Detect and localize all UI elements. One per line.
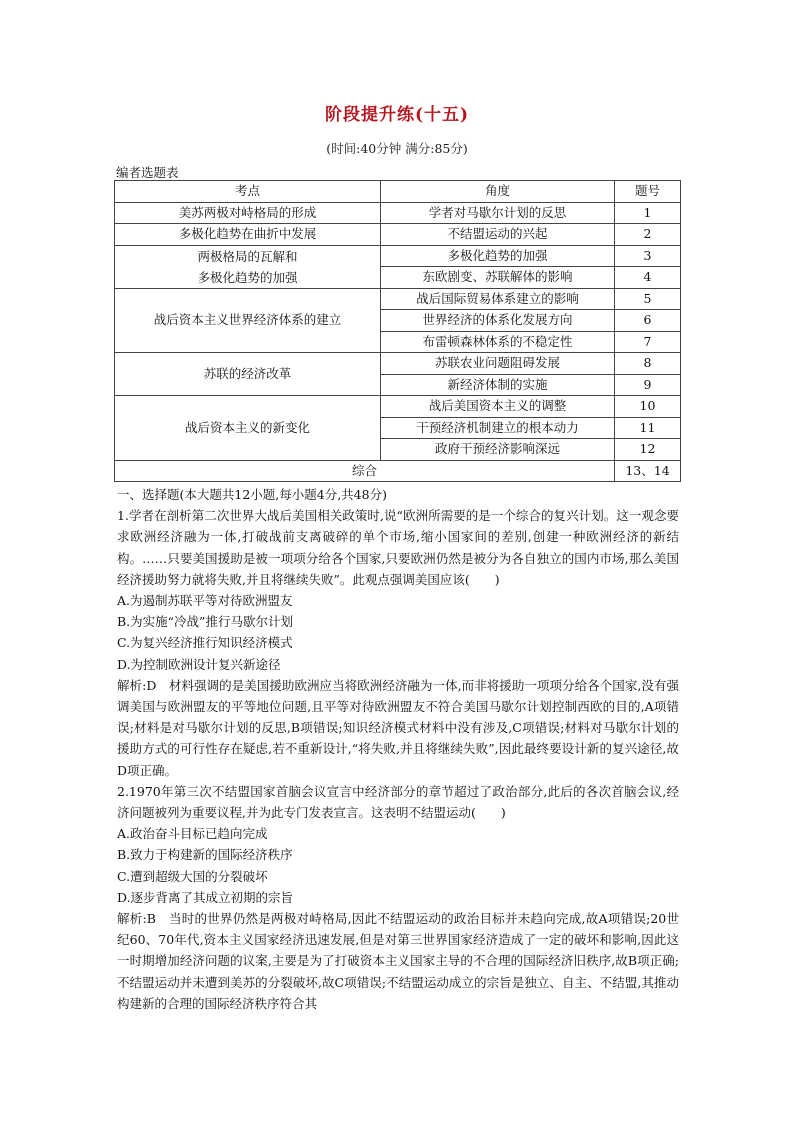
table-row xyxy=(115,353,681,375)
question-1-option-c: C.为复兴经济推行知识经济模式 xyxy=(117,635,293,651)
number-cell: 8 xyxy=(615,353,681,375)
table-row xyxy=(115,224,681,246)
angle-cell: 干预经济机制建立的根本动力 xyxy=(381,417,615,439)
number-cell: 4 xyxy=(615,267,681,289)
number-cell: 5 xyxy=(615,288,681,310)
question-2-stem: 2.1970年第三次不结盟国家首脑会议宣言中经济部分的章节超过了政治部分,此后的各次首脑会议,经济问题被列为重要议程,并为此专门发表宣言。这表明不结盟运动( ) xyxy=(117,783,679,821)
question-2-analysis: 解析:B 当时的世界仍然是两极对峙格局,因此不结盟运动的政治目标并未趋向完成,故A项错误;20世纪60、70年代,资本主义国家经济迅速发展,但是对第三世界国家经济造成了一定的破坏和影响,因此这一时期增加经济问题的议案,主要是为了打破资本主义国家主导的不合理的国际经济旧秩序,故B项正确;不结盟运动并未遭到美苏的分裂破坏,故C项错误;不结盟运动成立的宗旨是独立、自主、不结盟,其推动构建新的合理的国际经济秩序符合其 xyxy=(117,911,679,1011)
topic-selection-table xyxy=(114,180,681,482)
number-cell: 7 xyxy=(615,331,681,353)
questions-body xyxy=(117,484,679,1014)
number-cell: 10 xyxy=(615,396,681,418)
question-1-stem: 1.学者在剖析第二次世界大战后美国相关政策时,说“欧洲所需要的是一个综合的复兴计划。这一观念要求欧洲经济融为一体,打破战前支离破碎的单个市场,缩小国家间的差别,创建一种欧洲经济的新结构。……只要美国援助是被一项项分给各个国家,只要欧洲仍然是被分为各自独立的国内市场,那么美国经济援助努力就将失败,并且将继续失败”。此观点强调美国应该( ) xyxy=(117,508,679,587)
table-header-row xyxy=(115,181,681,203)
angle-cell: 世界经济的体系化发展方向 xyxy=(381,310,615,332)
angle-cell: 苏联农业问题阻碍发展 xyxy=(381,353,615,375)
topic-cell: 苏联的经济改革 xyxy=(115,353,381,396)
topic-cell: 战后资本主义的新变化 xyxy=(115,396,381,461)
question-2-option-a: A.政治奋斗目标已趋向完成 xyxy=(117,826,268,842)
angle-cell: 新经济体制的实施 xyxy=(381,374,615,396)
question-1-option-b: B.为实施“冷战”推行马歇尔计划 xyxy=(117,614,293,630)
table-row xyxy=(115,288,681,310)
table-summary-row xyxy=(115,460,681,482)
number-cell: 3 xyxy=(615,245,681,267)
angle-cell: 不结盟运动的兴起 xyxy=(381,224,615,246)
header-number: 题号 xyxy=(615,181,681,203)
angle-cell: 多极化趋势的加强 xyxy=(381,245,615,267)
section-heading: 一、选择题(本大题共12小题,每小题4分,共48分) xyxy=(117,487,387,502)
number-cell: 9 xyxy=(615,374,681,396)
question-2-option-b: B.致力于构建新的国际经济秩序 xyxy=(117,847,293,863)
number-cell: 6 xyxy=(615,310,681,332)
topic-cell xyxy=(115,245,381,288)
question-1-analysis: 解析:D 材料强调的是美国援助欧洲应当将欧洲经济融为一体,而非将援助一项项分给各个国家,没有强调美国与欧洲盟友的平等地位问题,且平等对待欧洲盟友不符合美国马歇尔计划控制西欧的目的,A项错误;材料是对马歇尔计划的反思,B项错误;知识经济模式材料中没有涉及,C项错误;材料对马歇尔计划的援助方式的可行性存在疑虑,若不重新设计,“将失败,并且将继续失败”,因此最终要设计新的复兴途径,故D项正确。 xyxy=(117,677,679,778)
topic-line: 两极格局的瓦解和 xyxy=(197,248,298,264)
angle-cell: 东欧剧变、苏联解体的影响 xyxy=(381,267,615,289)
question-1-option-a: A.为遏制苏联平等对待欧洲盟友 xyxy=(117,593,293,609)
question-2-option-c: C.遭到超级大国的分裂破坏 xyxy=(117,868,268,884)
angle-cell: 战后国际贸易体系建立的影响 xyxy=(381,288,615,310)
topic-line: 多极化趋势的加强 xyxy=(197,269,298,285)
topic-cell: 美苏两极对峙格局的形成 xyxy=(115,202,381,224)
number-cell: 2 xyxy=(615,224,681,246)
topic-cell: 战后资本主义世界经济体系的建立 xyxy=(115,288,381,353)
page-title: 阶段提升练(十五) xyxy=(324,105,470,125)
question-2-option-d: D.逐步背离了其成立初期的宗旨 xyxy=(117,889,294,905)
table-row xyxy=(115,245,681,267)
summary-label: 综合 xyxy=(115,460,615,482)
number-cell: 1 xyxy=(615,202,681,224)
table-row xyxy=(115,202,681,224)
number-cell: 11 xyxy=(615,417,681,439)
header-angle: 角度 xyxy=(381,181,615,203)
number-cell: 12 xyxy=(615,439,681,461)
angle-cell: 政府干预经济影响深远 xyxy=(381,439,615,461)
question-1-option-d: D.为控制欧洲设计复兴新途径 xyxy=(117,656,281,672)
angle-cell: 布雷顿森林体系的不稳定性 xyxy=(381,331,615,353)
topic-cell: 多极化趋势在曲折中发展 xyxy=(115,224,381,246)
angle-cell: 战后美国资本主义的调整 xyxy=(381,396,615,418)
table-row xyxy=(115,396,681,418)
header-topic: 考点 xyxy=(115,181,381,203)
summary-number: 13、14 xyxy=(615,460,681,482)
angle-cell: 学者对马歇尔计划的反思 xyxy=(381,202,615,224)
time-score-info: (时间:40分钟 满分:85分) xyxy=(326,141,468,156)
table-caption: 编者选题表 xyxy=(116,165,179,180)
